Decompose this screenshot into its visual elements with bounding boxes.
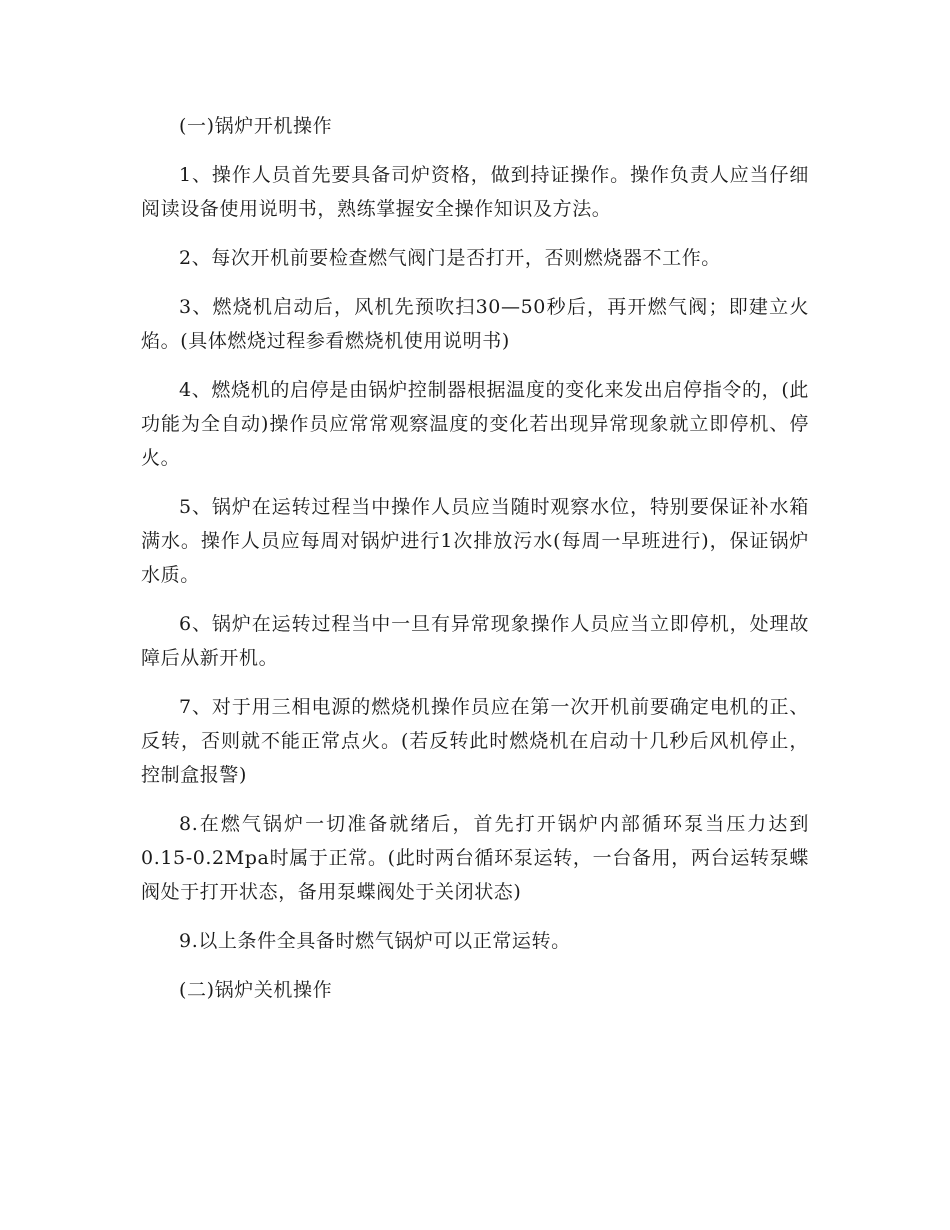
section-heading-startup: (一)锅炉开机操作 [179, 115, 333, 137]
paragraph-6: 6、锅炉在运转过程当中一旦有异常现象操作人员应当立即停机，处理故障后从新开机。 [141, 613, 809, 669]
document-body [141, 109, 809, 1022]
paragraph-2: 2、每次开机前要检查燃气阀门是否打开，否则燃烧器不工作。 [179, 247, 721, 269]
paragraph-4: 4、燃烧机的启停是由锅炉控制器根据温度的变化来发出启停指令的，(此功能为全自动)操作员应常常观察温度的变化若出现异常现象就立即停机、停火。 [141, 379, 809, 469]
paragraph-3: 3、燃烧机启动后，风机先预吹扫30—50秒后，再开燃气阀；即建立火焰。(具体燃烧过程参看燃烧机使用说明书) [141, 296, 809, 352]
paragraph-7: 7、对于用三相电源的燃烧机操作员应在第一次开机前要确定电机的正、反转，否则就不能正常点火。(若反转此时燃烧机在启动十几秒后风机停止，控制盒报警) [141, 696, 809, 786]
paragraph-5: 5、锅炉在运转过程当中操作人员应当随时观察水位，特别要保证补水箱满水。操作人员应每周对锅炉进行1次排放污水(每周一早班进行)，保证锅炉水质。 [141, 496, 809, 586]
section-heading-shutdown: (二)锅炉关机操作 [179, 979, 333, 1001]
paragraph-1: 1、操作人员首先要具备司炉资格，做到持证操作。操作负责人应当仔细阅读设备使用说明书，熟练掌握安全操作知识及方法。 [141, 164, 809, 220]
paragraph-9: 9.以上条件全具备时燃气锅炉可以正常运转。 [179, 930, 571, 952]
paragraph-8: 8.在燃气锅炉一切准备就绪后，首先打开锅炉内部循环泵当压力达到0.15-0.2Mpa时属于正常。(此时两台循环泵运转，一台备用，两台运转泵蝶阀处于打开状态，备用泵蝶阀处于关闭状态) [141, 813, 809, 903]
